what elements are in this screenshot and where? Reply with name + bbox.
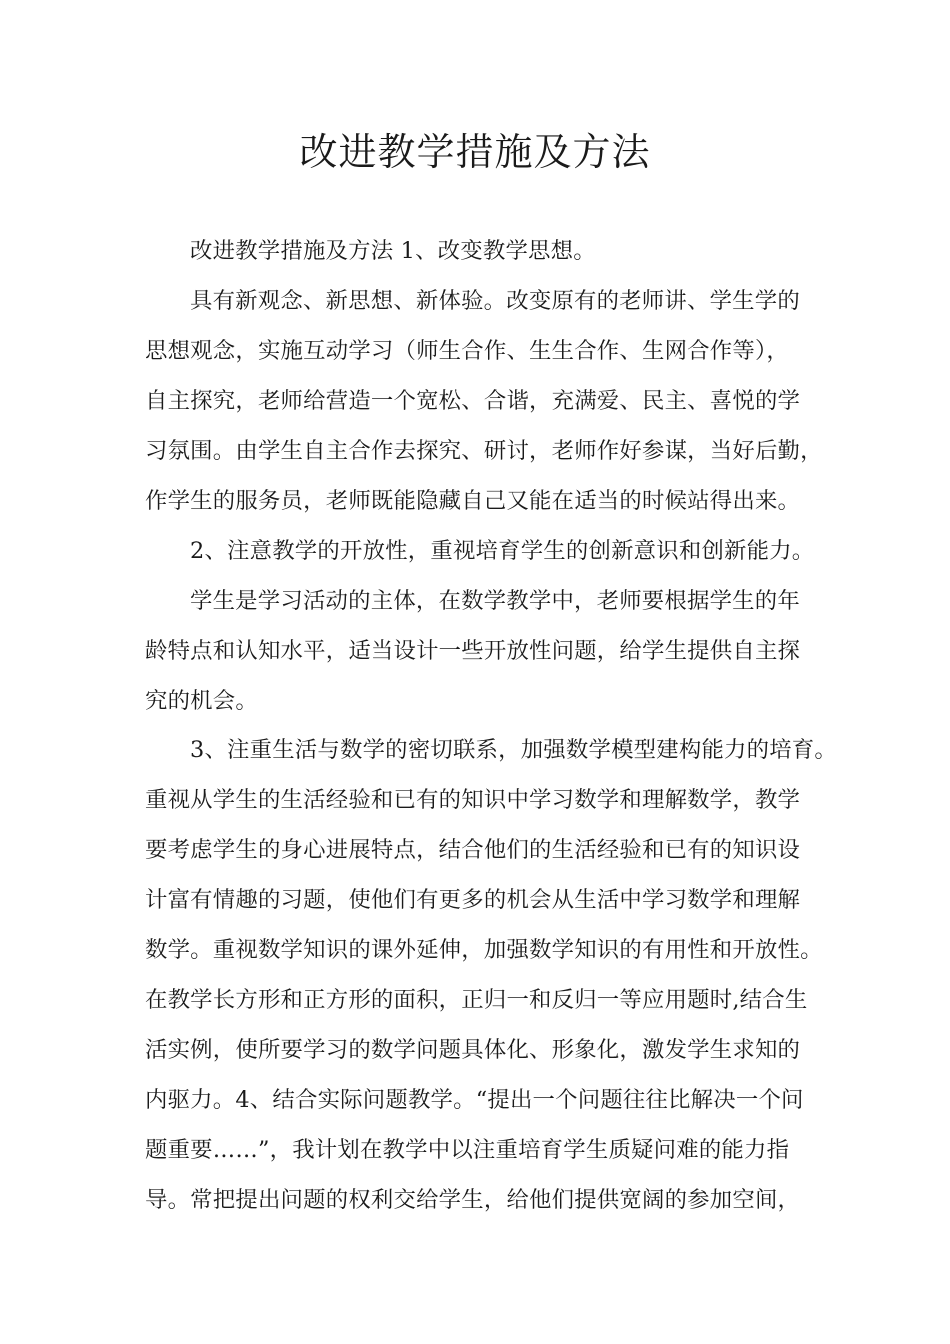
- paragraph-line: 究的机会。: [145, 688, 258, 714]
- paragraph-line: 学生是学习活动的主体，在数学教学中，老师要根据学生的年: [190, 588, 800, 614]
- paragraph-line: 题重要……”，我计划在教学中以注重培育学生质疑问难的能力指: [145, 1137, 790, 1163]
- paragraph-line: 龄特点和认知水平，适当设计一些开放性问题，给学生提供自主探: [145, 638, 801, 664]
- paragraph-line: 数学。重视数学知识的课外延伸，加强数学知识的有用性和开放性。: [145, 937, 823, 963]
- paragraph-line: 在教学长方形和正方形的面积，正归一和反归一等应用题时,结合生: [145, 987, 808, 1013]
- document-title: 改进教学措施及方法: [299, 130, 651, 174]
- paragraph-line: 改进教学措施及方法 1、改变教学思想。: [190, 238, 596, 264]
- paragraph-line: 活实例，使所要学习的数学问题具体化、形象化，激发学生求知的: [145, 1037, 801, 1063]
- paragraph-line: 思想观念，实施互动学习（师生合作、生生合作、生网合作等），: [145, 338, 789, 364]
- paragraph-line: 内驱力。4、结合实际问题教学。“提出一个问题往往比解决一个问: [145, 1087, 804, 1113]
- paragraph-line: 习氛围。由学生自主合作去探究、研讨，老师作好参谋，当好后勤，: [145, 438, 823, 464]
- paragraph-line: 重视从学生的生活经验和已有的知识中学习数学和理解数学，教学: [145, 787, 801, 813]
- paragraph-line: 具有新观念、新思想、新体验。改变原有的老师讲、学生学的: [190, 288, 800, 314]
- paragraph-line: 作学生的服务员，老师既能隐藏自己又能在适当的时候站得出来。: [145, 488, 801, 514]
- paragraph-line: 2、注意教学的开放性，重视培育学生的创新意识和创新能力。: [190, 538, 815, 564]
- paragraph-line: 计富有情趣的习题，使他们有更多的机会从生活中学习数学和理解: [145, 887, 801, 913]
- paragraph-line: 3、注重生活与数学的密切联系，加强数学模型建构能力的培育。: [190, 737, 837, 763]
- paragraph-line: 导。常把提出问题的权利交给学生，给他们提供宽阔的参加空间，: [145, 1187, 801, 1213]
- paragraph-line: 自主探究，老师给营造一个宽松、合谐，充满爱、民主、喜悦的学: [145, 388, 801, 414]
- paragraph-line: 要考虑学生的身心进展特点，结合他们的生活经验和已有的知识设: [145, 837, 801, 863]
